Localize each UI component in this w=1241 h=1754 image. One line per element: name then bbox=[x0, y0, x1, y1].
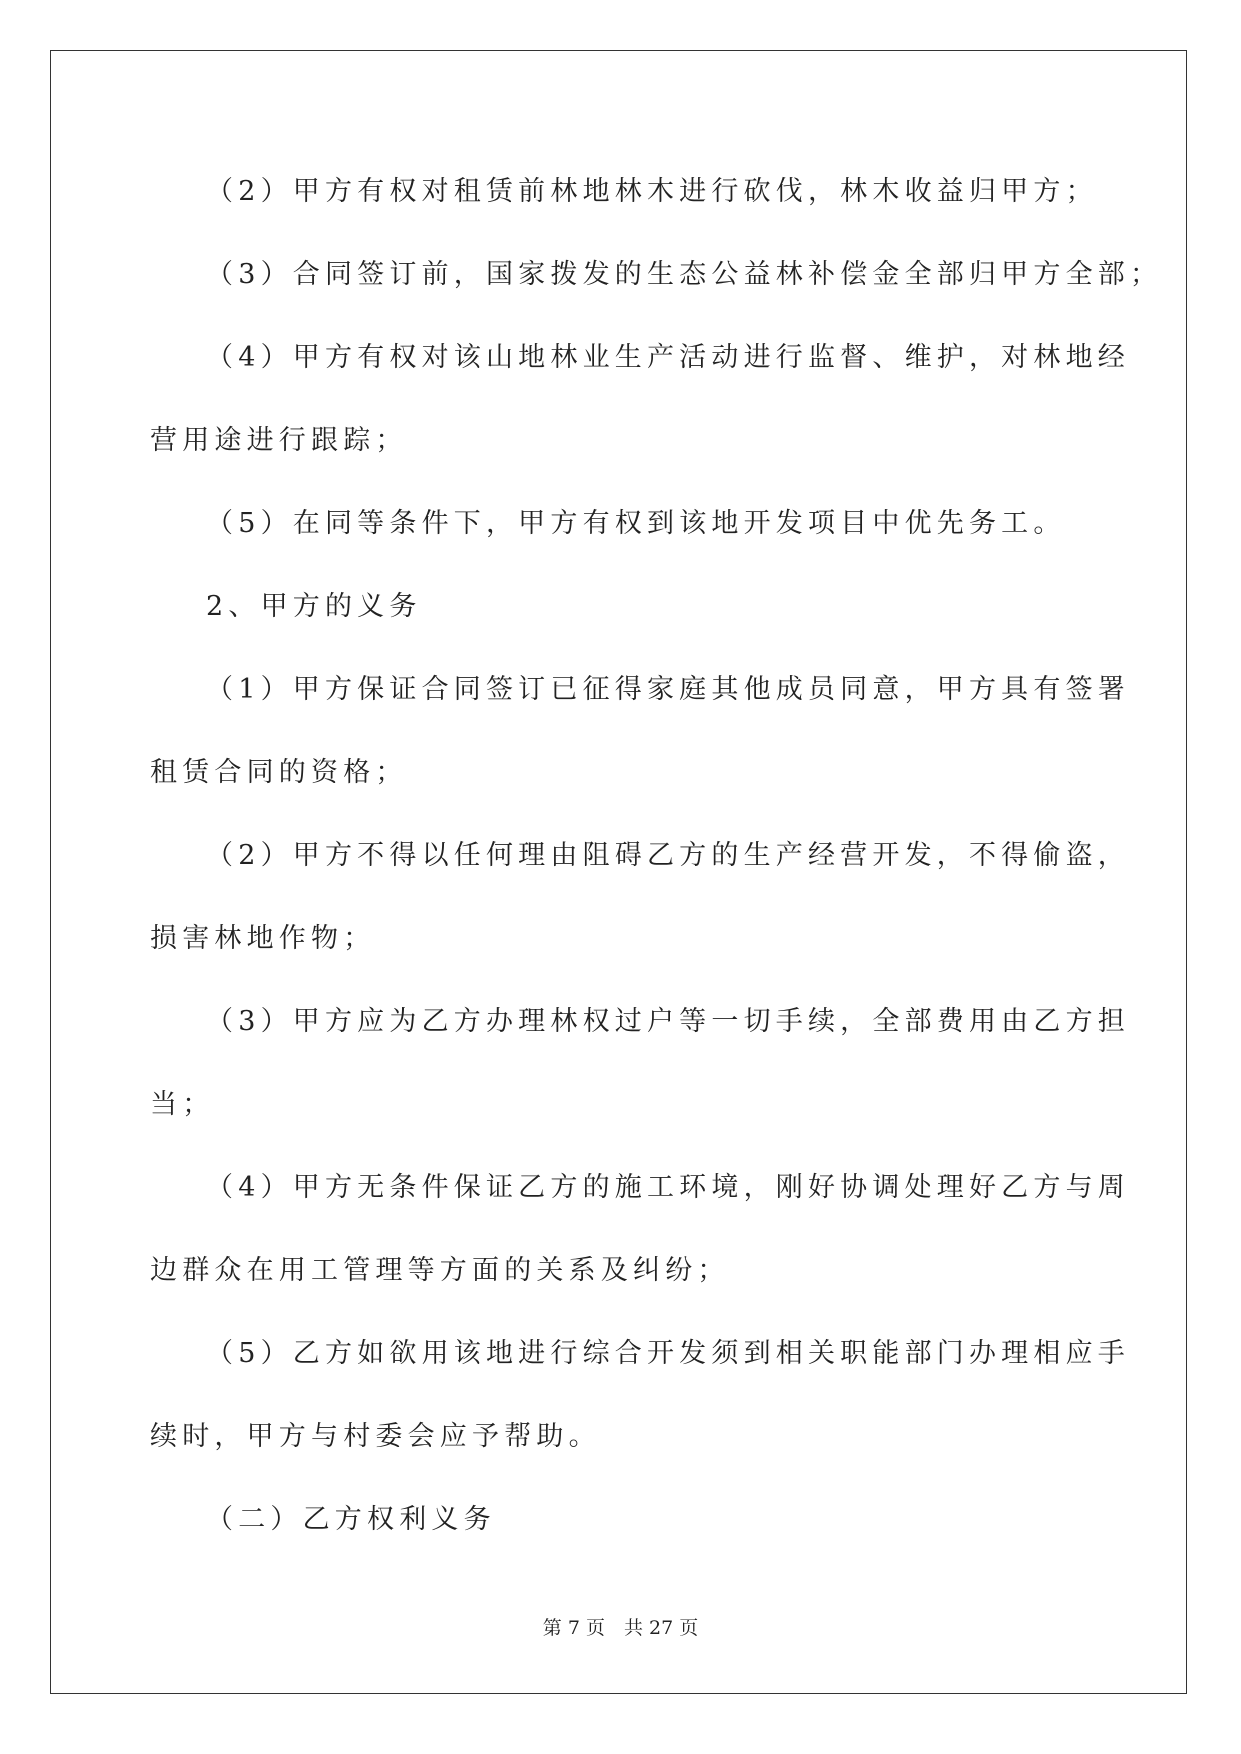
paragraph-line: （4）甲方有权对该山地林业生产活动进行监督、维护，对林地经 bbox=[206, 342, 1130, 373]
paragraph-line: （2）甲方有权对租赁前林地林木进行砍伐，林木收益归甲方； bbox=[206, 176, 1098, 207]
paragraph-line: （3）合同签订前，国家拨发的生态公益林补偿金全部归甲方全部； bbox=[206, 259, 1163, 290]
paragraph-line: 边群众在用工管理等方面的关系及纠纷； bbox=[150, 1255, 730, 1286]
paragraph-line: （5）乙方如欲用该地进行综合开发须到相关职能部门办理相应手 bbox=[206, 1338, 1130, 1369]
paragraph-line: 续时，甲方与村委会应予帮助。 bbox=[150, 1421, 601, 1452]
paragraph-line: （2）甲方不得以任何理由阻碍乙方的生产经营开发，不得偷盗， bbox=[206, 840, 1130, 871]
paragraph-line: 损害林地作物； bbox=[150, 923, 376, 954]
paragraph-line: 租赁合同的资格； bbox=[150, 757, 408, 788]
paragraph-line: （3）甲方应为乙方办理林权过户等一切手续，全部费用由乙方担 bbox=[206, 1006, 1130, 1037]
section-heading: （二）乙方权利义务 bbox=[206, 1504, 496, 1535]
paragraph-line: （4）甲方无条件保证乙方的施工环境，刚好协调处理好乙方与周 bbox=[206, 1172, 1130, 1203]
paragraph-line: （5）在同等条件下，甲方有权到该地开发项目中优先务工。 bbox=[206, 508, 1066, 539]
section-heading: 2、甲方的义务 bbox=[206, 591, 422, 622]
paragraph-line: （1）甲方保证合同签订已征得家庭其他成员同意，甲方具有签署 bbox=[206, 674, 1130, 705]
paragraph-line: 当； bbox=[150, 1089, 215, 1120]
page-number-footer: 第 7 页 共 27 页 bbox=[542, 1617, 699, 1639]
paragraph-line: 营用途进行跟踪； bbox=[150, 425, 408, 456]
